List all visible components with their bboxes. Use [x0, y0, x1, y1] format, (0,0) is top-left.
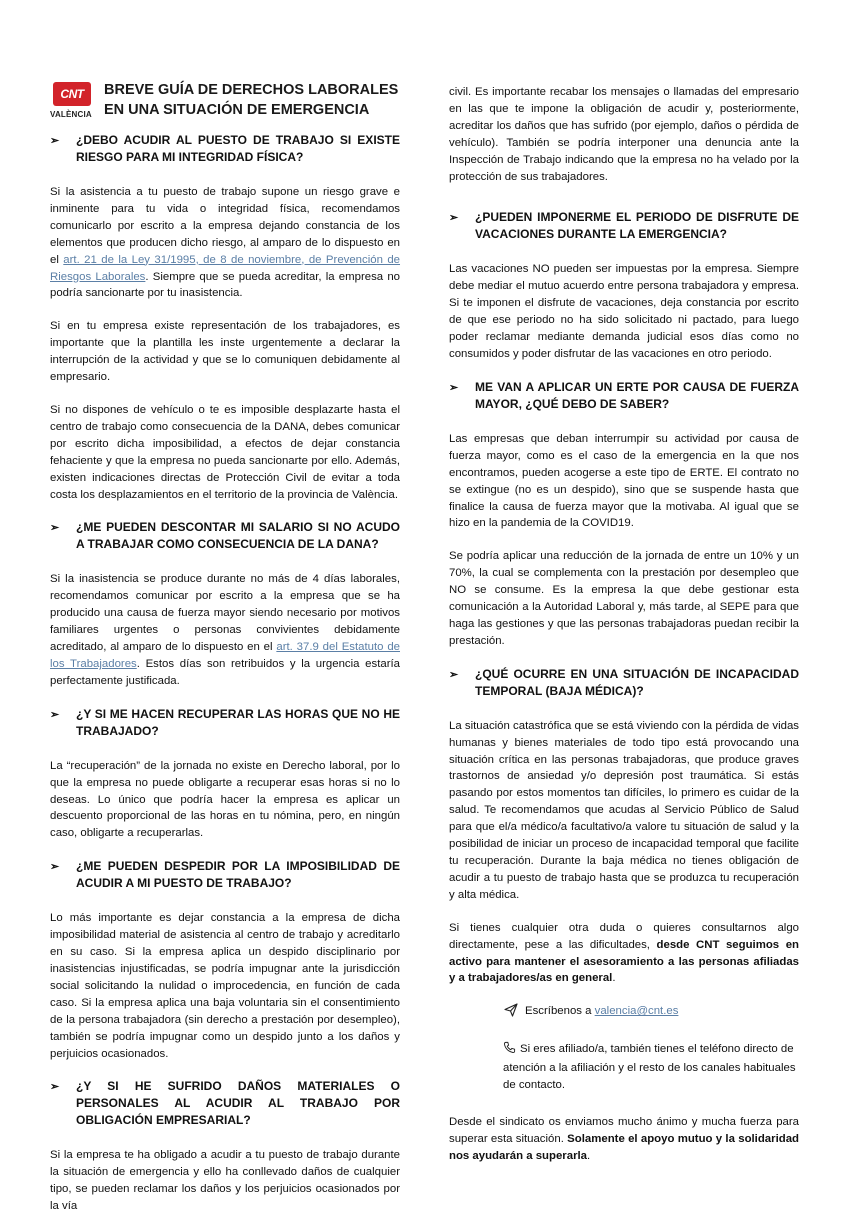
paragraph: civil. Es importante recabar los mensajes o llamadas del empresario en las que te impone la obligación de acudir y, posteriormente, acreditar los daños que has sufrido (por ejemplo, daños o pérdida de vehículo). También se podría interponer una denuncia ante la Inspección de Trabajo indicando que la empresa no ha velado por la protección de sus trabajadores.	[449, 86, 799, 183]
phone-line: Si eres afiliado/a, también tienes el teléfono directo de atención a la afiliación y el resto de los canales habituales de contacto.	[503, 1043, 796, 1092]
arrow-bullet-icon: ➢	[449, 668, 459, 681]
closing-paragraph	[449, 1114, 799, 1165]
text: . Estos días son retribuidos y la urgencia estaría perfectamente justificada.	[50, 657, 400, 687]
arrow-bullet-icon: ➢	[50, 135, 60, 147]
question-6	[449, 209, 799, 243]
law-link-estatuto[interactable]: art. 37.9 del Estatuto de los Trabajadores	[50, 641, 400, 670]
text: Escríbenos a	[525, 1005, 595, 1018]
page-title: BREVE GUÍA DE DERECHOS LABORALES EN UNA SITUACIÓN DE EMERGENCIA	[104, 82, 399, 118]
question-3	[50, 706, 400, 740]
document-header	[50, 78, 400, 120]
law-link-prl[interactable]: art. 21 de la Ley 31/1995, de 8 de noviembre, de Prevención de Riesgos Laborales	[50, 253, 401, 283]
question-4-text: ¿ME PUEDEN DESPEDIR POR LA IMPOSIBILIDAD DE ACUDIR A MI PUESTO DE TRABAJO?	[76, 859, 400, 891]
paragraph: Se podría aplicar una reducción de la jornada de entre un 10% y un 70%, la cual se complementa con la prestación por desempleo que NO se consume. Es la empresa la que debe gestionar esta comunicación a la Autoridad Laboral y, más tarde, al SEPE para que haga las gestiones y que las personas trabajadoras puedan recibir la prestación.	[449, 550, 799, 647]
email-line	[525, 1003, 678, 1020]
text: .	[612, 972, 616, 985]
question-6-text: ¿PUEDEN IMPONERME EL PERIODO DE DISFRUTE DE VACACIONES DURANTE LA EMERGENCIA?	[475, 210, 799, 242]
question-1	[50, 132, 400, 166]
question-2	[50, 519, 400, 553]
text: . Siempre que se pueda acreditar, la empresa no podría sancionarte por tu inasistencia.	[50, 270, 400, 300]
text: Si la inasistencia se produce durante no más de 4 días laborales, recomendamos comunicar por escrito a la empresa que se ha producido una causa de fuerza mayor siendo necesario por motivos familiares urgentes o personas convivientes debidamente acreditado, al amparo de lo dispuesto en el	[50, 573, 400, 654]
bold-text: Solamente el apoyo mutuo y la solidaridad nos ayudarán a superarla	[449, 1133, 799, 1163]
paragraph: Si en tu empresa existe representación de los trabajadores, es importante que la plantilla les inste urgentemente a declarar la interrupción de la actividad y que se lo comuniquen debidamente al empresario.	[50, 320, 400, 384]
bold-text: desde CNT seguimos en activo para mantener el asesoramiento a las personas afiliadas y a trabajadores/as en general	[449, 938, 799, 985]
arrow-bullet-icon: ➢	[449, 381, 459, 394]
paragraph: Si no dispones de vehículo o te es imposible desplazarte hasta el centro de trabajo como consecuencia de la DANA, debes comunicar por escrito dicha imposibilidad, a efectos de dejar constancia fehaciente y que la empresa no pueda sancionarte por ello. Además, existen indicaciones directas de Protección Civil de evitar a toda costa los desplazamientos en el territorio de la provincia de València.	[50, 403, 400, 501]
cnt-logo	[50, 78, 94, 119]
paragraph: Si la empresa te ha obligado a acudir a tu puesto de trabajo durante la situación de emergencia y ello ha conllevado daños de cualquier tipo, se pueden reclamar los daños y los perjuicios ocasionados por la vía	[50, 1149, 400, 1213]
paragraph: Las vacaciones NO pueden ser impuestas por la empresa. Siempre debe mediar el mutuo acuerdo entre persona trabajadora y empresa. Si te imponen el disfrute de vacaciones, deja constancia por escrito de que ese periodo no ha sido solicitado ni pactado, para luego poder reclamar mediante demanda judicial esos días como no consumidos y poder disfrutar de las vacaciones en otro periodo.	[449, 263, 799, 360]
question-8	[449, 666, 799, 700]
phone-contact	[503, 1041, 799, 1094]
left-column	[50, 78, 400, 1231]
paragraph: La “recuperación” de la jornada no existe en Derecho laboral, por lo que la empresa no puede obligarte a recuperar esas horas si no lo deseas. Lo único que podría hacer la empresa es aplicar un descuento proporcional de las horas en tu nómina, pero, en ningún caso, obligarte a recuperarlas.	[50, 759, 400, 840]
paragraph: Las empresas que deban interrumpir su actividad por causa de fuerza mayor, como es el caso de la emergencia en la que nos encontramos, pueden acogerse a este tipo de ERTE. El contrato no se extingue (no es un despido), sino que se suspende hasta que finalice la causa de fuerza mayor que la motivaba. Al igual que se hizo en la pandemia de la COVID19.	[449, 432, 799, 530]
paragraph: La situación catastrófica que se está viviendo con la pérdida de vidas humanas y bienes materiales de todo tipo está provocando una situación crítica en las personas trabajadoras, que produce graves trastornos de ansiedad y/o depresión post traumática. Si estás pasando por estos momentos tan difíciles, lo primero es cuidar de la salud. Te recomendamos que acudas al Servicio Público de Salud para que el/a médico/a facultativo/a valore tu situación de salud y la posibilidad de iniciar un proceso de incapacidad temporal que facilite tu recuperación. Durante la baja médica no tienes obligación de acudir a tu puesto de trabajo hasta que se produzca tu recuperación y alta médica.	[449, 719, 799, 901]
arrow-bullet-icon: ➢	[449, 212, 459, 225]
paper-plane-icon	[503, 1003, 519, 1023]
text: Si la asistencia a tu puesto de trabajo supone un riesgo grave e inminente para tu vida o integridad física, recomendamos comunicarlo por escrito a la empresa dejando constancia de los elementos que producen dicho riesgo, al amparo de lo dispuesto en el	[50, 186, 400, 266]
question-1-text: ¿DEBO ACUDIR AL PUESTO DE TRABAJO SI EXISTE RIESGO PARA MI INTEGRIDAD FÍSICA?	[76, 133, 400, 164]
text: Si tienes cualquier otra duda o quieres consultarnos algo directamente, pese a las dificultades,	[449, 921, 799, 951]
question-8-text: ¿QUÉ OCURRE EN UNA SITUACIÓN DE INCAPACIDAD TEMPORAL (BAJA MÉDICA)?	[475, 666, 799, 698]
arrow-bullet-icon: ➢	[50, 708, 60, 721]
paragraph	[50, 571, 400, 689]
paragraph	[50, 184, 400, 302]
question-7	[449, 379, 799, 413]
email-contact	[503, 1003, 799, 1023]
text: .	[587, 1150, 591, 1163]
closing-paragraph	[449, 920, 799, 988]
paragraph: Lo más importante es dejar constancia a la empresa de dicha imposibilidad material de asistencia al centro de trabajo y acreditarlo en su caso. Si la empresa aplica un despido disciplinario por inasistencias injustificadas, se podría impugnar ante la jurisdicción social solicitando la nulidad o improcedencia, en función de cada caso. Si la empresa aplica una baja voluntaria sin el consentimiento de la persona trabajadora (sin derecho a prestación por desempleo), también se podría impugnar como un despido junto a los daños y perjuicios ocasionados.	[50, 912, 400, 1060]
question-4	[50, 858, 400, 892]
phone-icon	[503, 1041, 516, 1060]
logo-badge: CNT	[53, 82, 91, 106]
email-link[interactable]: valencia@cnt.es	[594, 1005, 679, 1018]
question-3-text: ¿Y SI ME HACEN RECUPERAR LAS HORAS QUE NO HE TRABAJADO?	[76, 706, 400, 738]
question-7-text: ME VAN A APLICAR UN ERTE POR CAUSA DE FUERZA MAYOR, ¿QUÉ DEBO DE SABER?	[475, 379, 799, 411]
arrow-bullet-icon: ➢	[50, 861, 60, 874]
question-5-text: ¿Y SI HE SUFRIDO DAÑOS MATERIALES O PERSONALES AL ACUDIR AL TRABAJO POR OBLIGACIÓN EMPRESARIAL?	[76, 1079, 400, 1128]
right-column	[449, 84, 799, 1181]
arrow-bullet-icon: ➢	[50, 1081, 60, 1094]
logo-city: VALÈNCIA	[50, 110, 92, 119]
question-2-text: ¿ME PUEDEN DESCONTAR MI SALARIO SI NO ACUDO A TRABAJAR COMO CONSECUENCIA DE LA DANA?	[76, 520, 400, 552]
question-5	[50, 1078, 400, 1129]
arrow-bullet-icon: ➢	[50, 522, 60, 535]
text: Desde el sindicato os enviamos mucho ánimo y mucha fuerza para superar esta situación.	[449, 1116, 799, 1146]
